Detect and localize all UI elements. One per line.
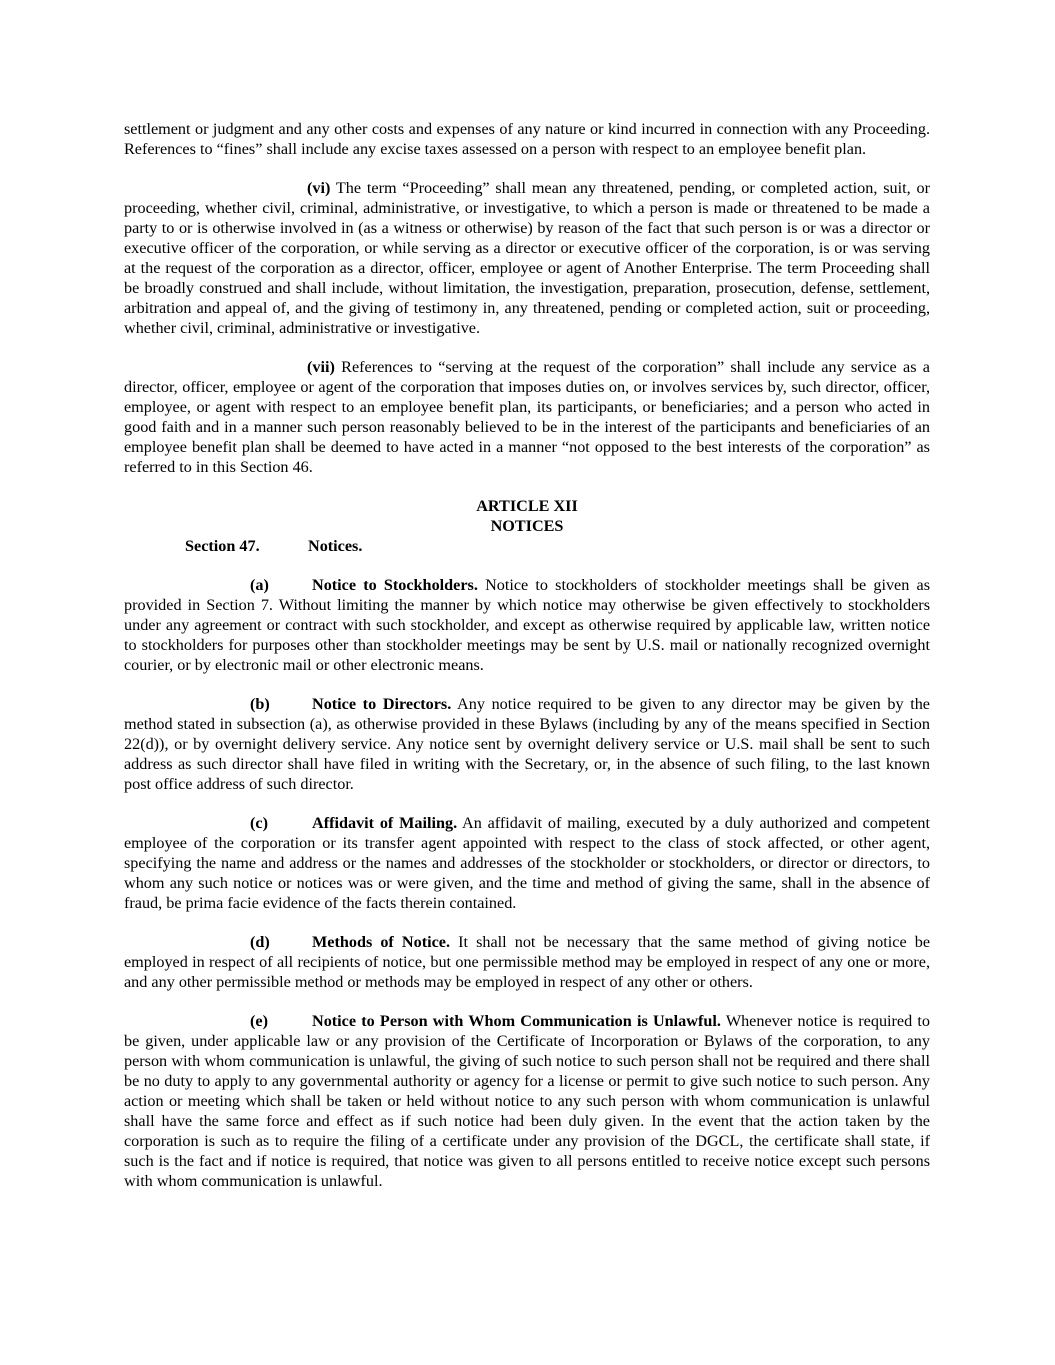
section-number: Section 47. — [185, 537, 260, 555]
section-title: Notices. — [308, 537, 363, 555]
paragraph-d-text: It shall not be necessary that the same method of giving notice be employed in respect of all recipients of notice, but one permissible method may be employed in respect of any one or more, and any other permissible method or methods may be employed in respect of any other or others. — [124, 933, 931, 991]
paragraph-a — [124, 575, 930, 675]
paragraph-continuation: settlement or judgment and any other costs and expenses of any nature or kind incurred in connection with any Proceeding. References to “fines” shall include any excise taxes assessed on a person with respect to an employee benefit plan. — [124, 120, 930, 158]
paragraph-b-label: (b) — [250, 695, 270, 713]
paragraph-c — [124, 813, 930, 913]
paragraph-vi-label: (vi) — [307, 179, 331, 197]
paragraph-e-label: (e) — [250, 1012, 268, 1030]
article-heading: ARTICLE XII — [476, 497, 578, 515]
paragraph-e — [124, 1011, 930, 1191]
paragraph-c-heading: Affidavit of Mailing. — [312, 814, 458, 832]
paragraph-e-text: Whenever notice is required to be given, under applicable law or any provision of the Certificate of Incorporation or Bylaws of the corporation, to any person with whom communication is unlawful, the giving of such notice to such person shall not be required and there shall be no duty to apply to any governmental authority or agency for a license or permit to give such notice to such person. Any action or meeting which shall be taken or held without notice to any such person with whom communication is unlawful shall have the same force and effect as if such notice had been duly given. In the event that the action taken by the corporation is such as to require the filing of a certificate under any provision of the DGCL, the certificate shall state, if such is the fact and if notice is required, that notice was given to all persons entitled to receive notice except such persons with whom communication is unlawful. — [124, 1012, 930, 1190]
paragraph-a-text: Notice to stockholders of stockholder meetings shall be given as provided in Section 7. Without limiting the manner by which notice may otherwise be given effectively to stockholders under any agreement or contract with such stockholder, and except as otherwise required by applicable law, written notice to stockholders for purposes other than stockholder meetings may be sent by U.S. mail or nationally recognized overnight courier, or by electronic mail or other electronic means. — [124, 576, 931, 674]
paragraph-e-heading: Notice to Person with Whom Communication is Unlawful. — [312, 1012, 721, 1030]
paragraph-vii-text: References to “serving at the request of the corporation” shall include any service as a director, officer, employee or agent of the corporation that imposes duties on, or involves services by, such director, officer, employee, or agent with respect to an employee benefit plan, its participants, or beneficiaries; and a person who acted in good faith and in a manner such person reasonably believed to be in the interest of the participants and beneficiaries of an employee benefit plan shall be deemed to have acted in a manner “not opposed to the best interests of the corporation” as referred to in this Section 46. — [124, 358, 930, 476]
paragraph-c-label: (c) — [250, 814, 268, 832]
paragraph-b-heading: Notice to Directors. — [312, 695, 452, 713]
paragraph-vi — [124, 178, 930, 338]
paragraph-d-label: (d) — [250, 933, 270, 951]
paragraph-d — [124, 932, 930, 992]
paragraph-d-heading: Methods of Notice. — [312, 933, 450, 951]
article-subheading: NOTICES — [490, 517, 564, 535]
paragraph-c-text: An affidavit of mailing, executed by a duly authorized and competent employee of the corporation or its transfer agent appointed with respect to the class of stock affected, or other agent, specifying the name and address or the names and addresses of the stockholder or stockholders, or director or directors, to whom any such notice or notices was or were given, and the time and method of giving the same, shall in the absence of fraud, be prima facie evidence of the facts therein contained. — [124, 814, 931, 912]
paragraph-vii-label: (vii) — [307, 358, 335, 376]
section-line — [124, 536, 930, 556]
paragraph-vi-text: The term “Proceeding” shall mean any threatened, pending, or completed action, suit, or proceeding, whether civil, criminal, administrative, or investigative, to which a person is made or threatened to be made a party to or is otherwise involved in (as a witness or otherwise) by reason of the fact that such person is or was a director or executive officer of the corporation, or while serving as a director or executive officer of the corporation, is or was serving at the request of the corporation as a director, officer, employee or agent of Another Enterprise. The term Proceeding shall be broadly construed and shall include, without limitation, the investigation, preparation, prosecution, defense, settlement, arbitration and appeal of, and the giving of testimony in, any threatened, pending or completed action, suit or proceeding, whether civil, criminal, administrative or investigative. — [124, 179, 930, 337]
paragraph-a-heading: Notice to Stockholders. — [312, 576, 478, 594]
paragraph-b-text: Any notice required to be given to any director may be given by the method stated in subsection (a), as otherwise provided in these Bylaws (including by any of the means specified in Section 22(d)), or by overnight delivery service. Any notice sent by overnight delivery service or U.S. mail shall be sent to such address as such director shall have filed in writing with the Secretary, or, in the absence of such filing, to the last known post office address of such director. — [124, 695, 930, 793]
paragraph-vii — [124, 357, 930, 477]
paragraph-b — [124, 694, 930, 794]
paragraph-a-label: (a) — [250, 576, 269, 594]
